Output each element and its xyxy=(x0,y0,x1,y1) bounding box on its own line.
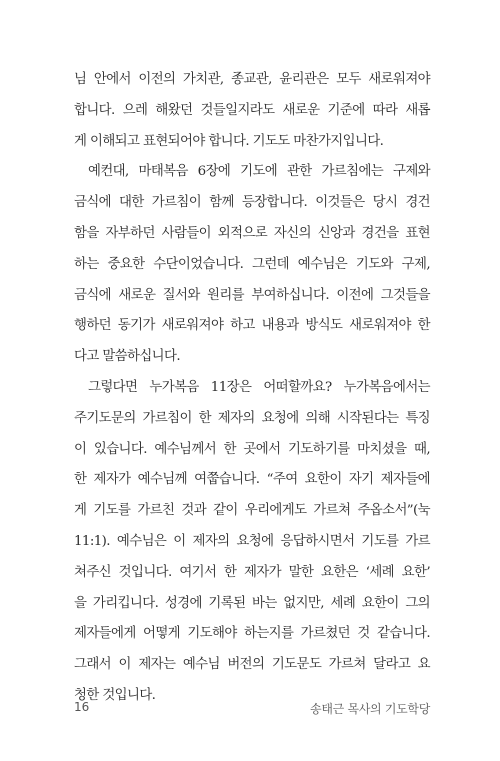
text-line: 다고 말씀하십니다. xyxy=(74,349,180,365)
page-number: 16 xyxy=(74,700,90,714)
text-line: 합니다. 으레 해왔던 것들일지라도 새로운 기준에 따라 새롭 xyxy=(74,102,430,118)
text-line: 예컨대, 마태복음 6장에 기도에 관한 가르침에는 구제와 xyxy=(88,164,430,180)
text-line: 쳐주신 것입니다. 여기서 한 제자가 말한 요한은 ‘세례 요한’ xyxy=(74,564,430,580)
text-line: 행하던 동기가 새로워져야 하고 내용과 방식도 새로워져야 한 xyxy=(74,318,430,334)
body-text xyxy=(74,65,430,712)
text-line: 하는 중요한 수단이었습니다. 그런데 예수님은 기도와 구제, xyxy=(74,256,430,272)
text-line: 게 기도를 가르친 것과 같이 우리에게도 가르쳐 주옵소서”(눅 xyxy=(74,503,430,519)
text-line: 제자들에게 어떻게 기도해야 하는지를 가르쳤던 것 같습니다. xyxy=(74,626,430,642)
text-line: 주기도문의 가르침이 한 제자의 요청에 의해 시작된다는 특징 xyxy=(74,410,430,426)
text-line: 한 제자가 예수님께 여쭙습니다. “주여 요한이 자기 제자들에 xyxy=(74,472,430,488)
text-line: 11:1). 예수님은 이 제자의 요청에 응답하시면서 기도를 가르 xyxy=(74,533,430,549)
text-line: 금식에 대한 가르침이 함께 등장합니다. 이것들은 당시 경건 xyxy=(74,195,430,211)
text-line: 이 있습니다. 예수님께서 한 곳에서 기도하기를 마치셨을 때, xyxy=(74,441,430,457)
text-line: 님 안에서 이전의 가치관, 종교관, 윤리관은 모두 새로워져야 xyxy=(74,72,430,87)
text-line: 청한 것입니다. xyxy=(74,687,156,703)
running-title: 송태근 목사의 기도학당 xyxy=(310,702,430,716)
text-line: 그래서 이 제자는 예수님 버전의 기도문도 가르쳐 달라고 요 xyxy=(74,657,430,673)
text-line: 그렇다면 누가복음 11장은 어떠할까요? 누가복음에서는 xyxy=(88,379,430,395)
page-footer xyxy=(74,700,430,720)
text-line: 을 가리킵니다. 성경에 기록된 바는 없지만, 세례 요한이 그의 xyxy=(74,595,430,611)
text-line: 게 이해되고 표현되어야 합니다. 기도도 마찬가지입니다. xyxy=(74,133,384,149)
text-line: 함을 자부하던 사람들이 외적으로 자신의 신앙과 경건을 표현 xyxy=(74,225,430,241)
text-line: 금식에 새로운 질서와 원리를 부여하십니다. 이전에 그것들을 xyxy=(74,287,430,303)
